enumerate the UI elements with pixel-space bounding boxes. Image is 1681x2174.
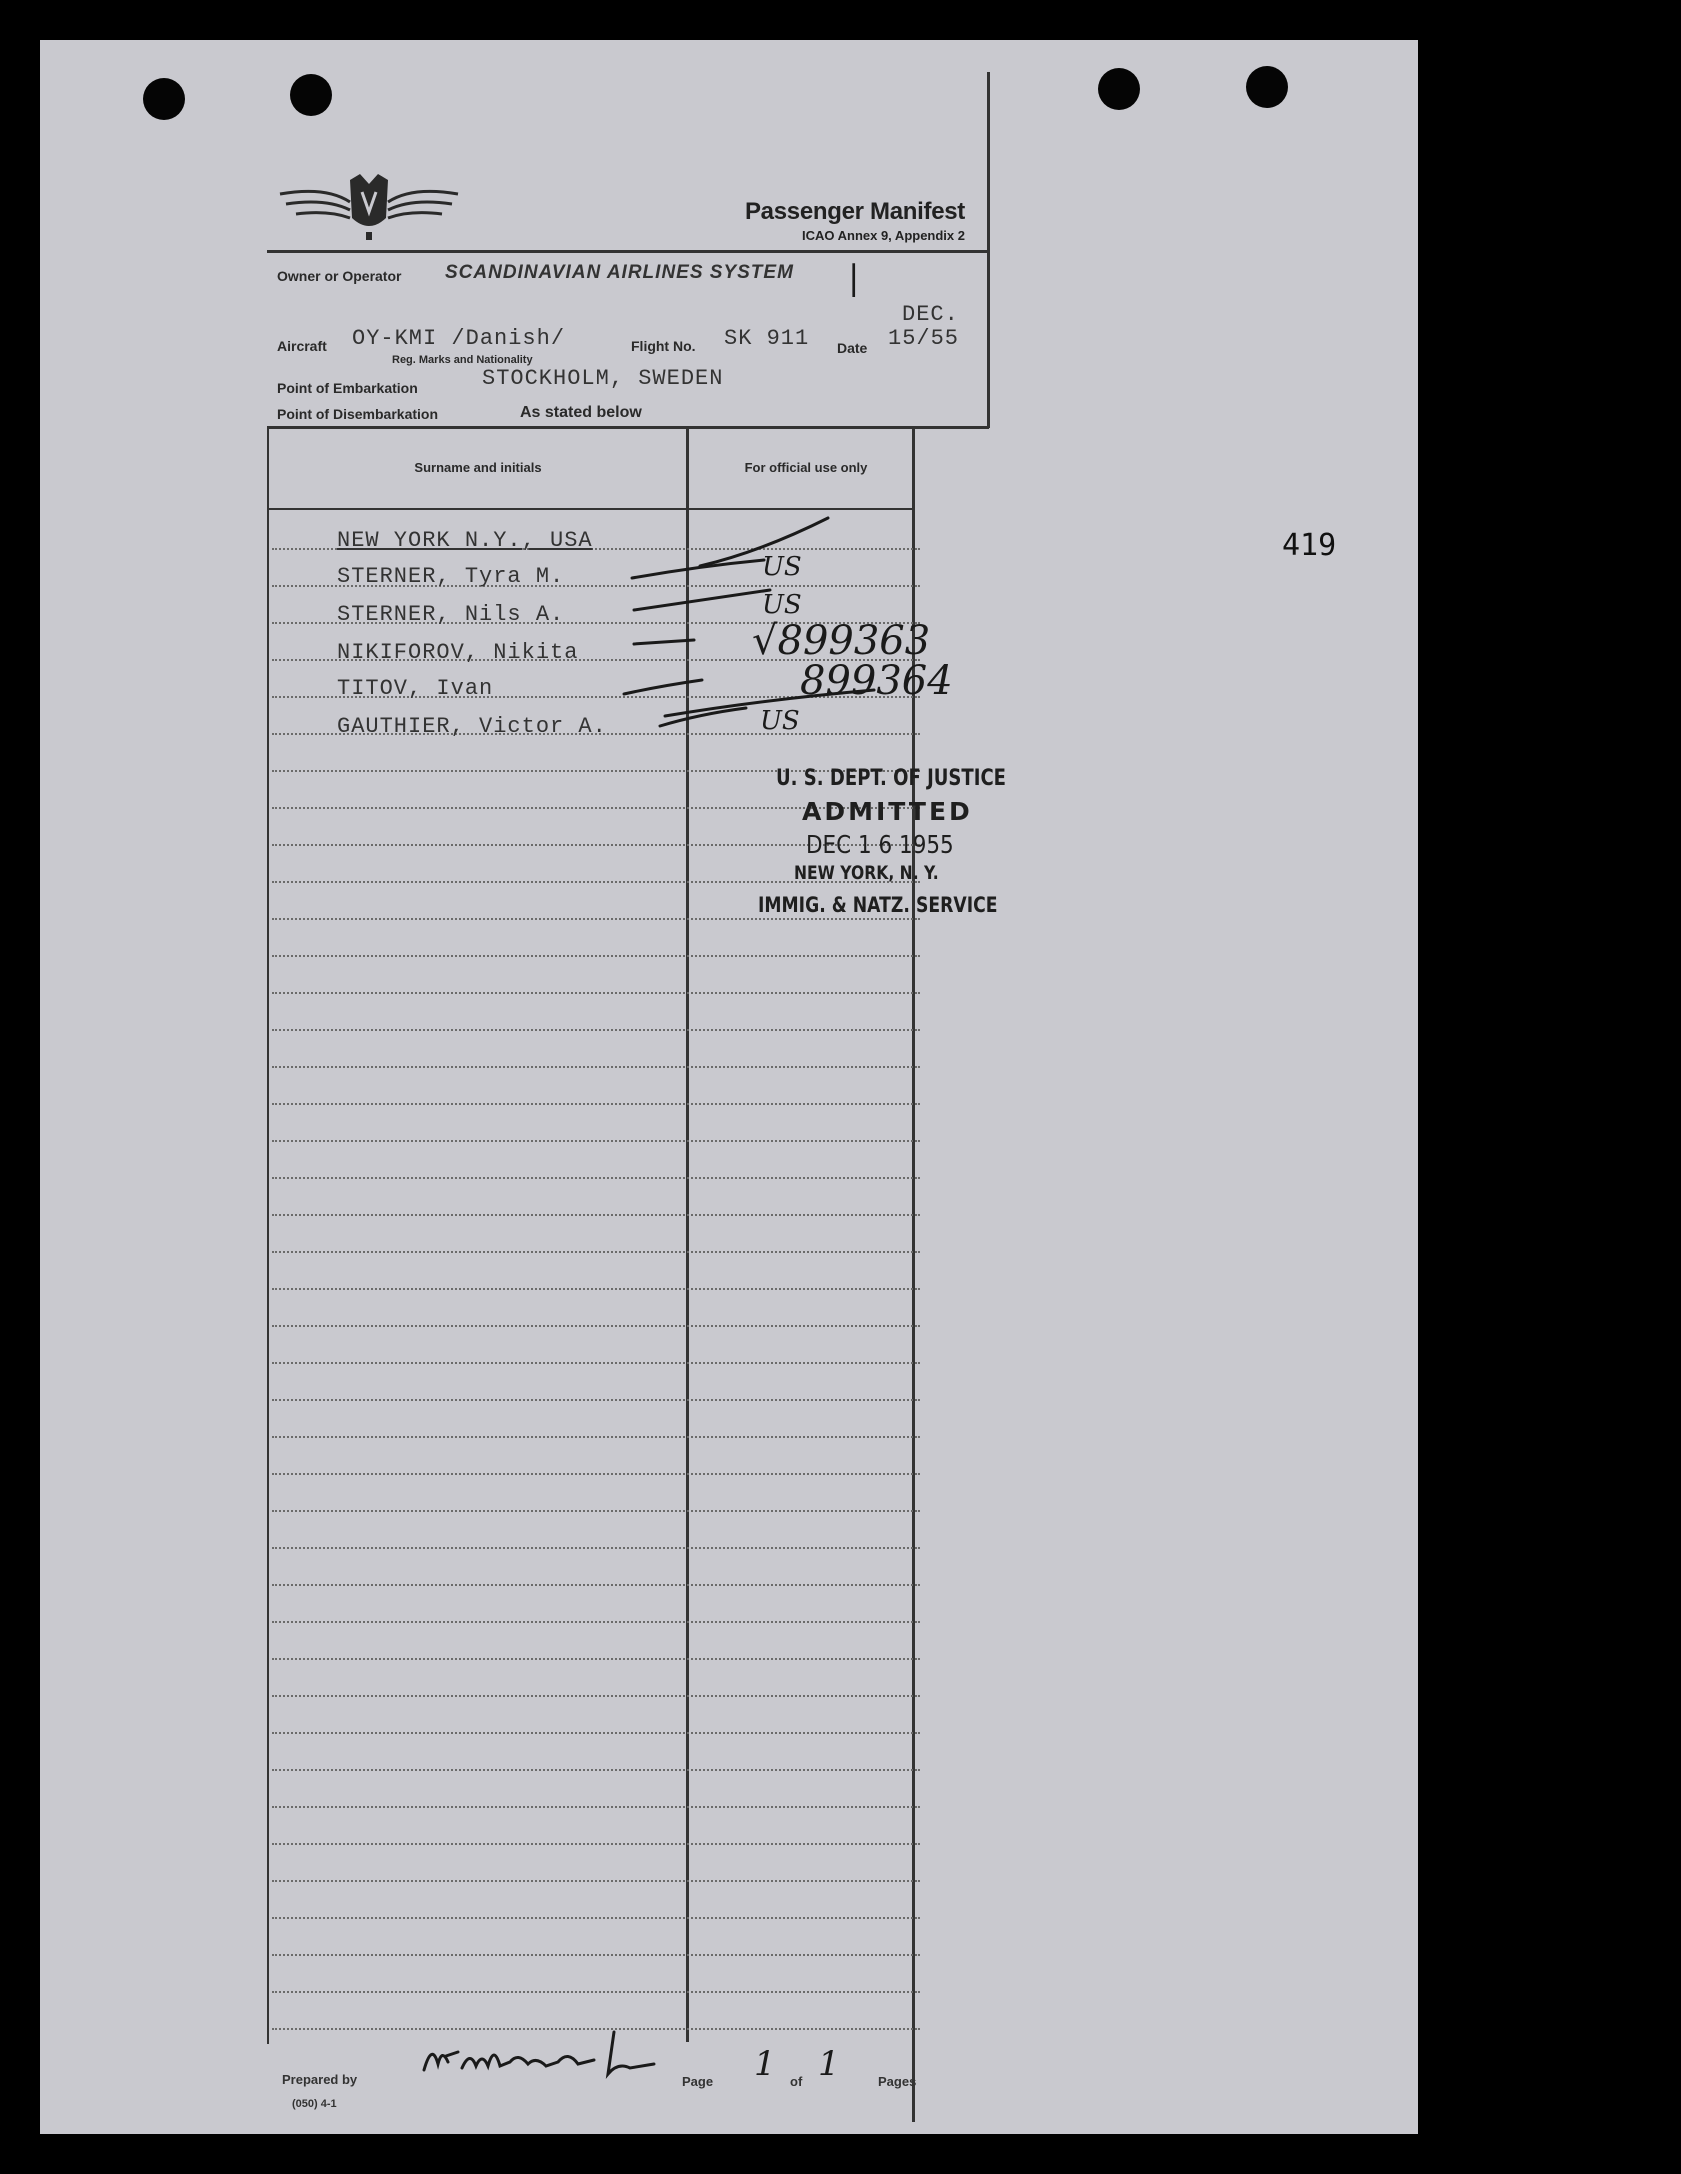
manifest-title: Passenger Manifest: [744, 198, 965, 225]
table-row-line: [272, 1251, 920, 1253]
binder-hole: [1246, 66, 1288, 108]
flight-label: Flight No.: [631, 338, 696, 354]
table-row-line: [272, 1103, 920, 1105]
table-row-name: TITOV, Ivan: [337, 676, 494, 701]
binder-hole: [1098, 68, 1140, 110]
table-row-official: 899364: [800, 658, 953, 704]
table-row-line: [272, 1584, 920, 1586]
table-left-border: [267, 428, 269, 2044]
date-label: Date: [837, 340, 868, 356]
flight-value: SK 911: [724, 326, 810, 351]
of-label: of: [790, 2074, 803, 2089]
manifest-sheet: [40, 40, 1418, 2134]
owner-mark: |: [848, 258, 860, 298]
table-row-line: [272, 1732, 920, 1734]
table-row-name: NEW YORK N.Y., USA: [337, 528, 593, 553]
disembarkation-value: As stated below: [520, 404, 642, 421]
table-row-line: [272, 992, 920, 994]
disembarkation-label: Point of Disembarkation: [277, 406, 439, 422]
owner-value: SCANDINAVIAN AIRLINES SYSTEM: [445, 262, 794, 283]
date-month: DEC.: [902, 302, 959, 327]
table-row-line: [272, 1769, 920, 1771]
stamp-line-place: NEW YORK, N. Y.: [794, 862, 939, 884]
table-row-line: [272, 1954, 920, 1956]
table-row-line: [272, 1214, 920, 1216]
embarkation-label: Point of Embarkation: [277, 380, 418, 396]
table-row-line: [272, 1288, 920, 1290]
table-row-line: [272, 918, 920, 920]
table-row-line: [272, 955, 920, 957]
table-row-line: [272, 1843, 920, 1845]
header-box-top: [267, 250, 989, 253]
header-box-right: [987, 72, 990, 428]
pages-label: Pages: [878, 2074, 917, 2089]
table-row-line: [272, 1177, 920, 1179]
page-label: Page: [682, 2074, 714, 2089]
table-row-line: [272, 1510, 920, 1512]
table-row-line: [272, 1880, 920, 1882]
table-row-line: [272, 1399, 920, 1401]
table-row-line: [272, 1140, 920, 1142]
table-row-line: [272, 1436, 920, 1438]
aircraft-value: OY-KMI /Danish/: [352, 326, 566, 351]
table-column-divider: [686, 428, 689, 2042]
prepared-by-label: Prepared by: [282, 2072, 358, 2087]
preparer-signature: [418, 2022, 660, 2086]
table-row-official: US: [760, 706, 800, 736]
table-row-line: [272, 1658, 920, 1660]
stamp-line-admitted: ADMITTED: [802, 797, 973, 826]
header-box-bottom: [267, 426, 989, 429]
table-row-line: [272, 1806, 920, 1808]
table-row-name: STERNER, Tyra M.: [337, 564, 565, 589]
manifest-subtitle: ICAO Annex 9, Appendix 2: [801, 228, 965, 243]
binder-hole: [143, 78, 185, 120]
table-row-line: [272, 1695, 920, 1697]
table-row-official: US: [762, 590, 802, 620]
owner-label: Owner or Operator: [277, 268, 402, 284]
airline-wings-logo: [276, 172, 462, 244]
table-row-line: [272, 1029, 920, 1031]
embarkation-value: STOCKHOLM, SWEDEN: [482, 366, 724, 391]
column-header-official: For official use only: [744, 460, 868, 475]
table-row-name: GAUTHIER, Victor A.: [337, 714, 607, 739]
reg-note: Reg. Marks and Nationality: [392, 354, 533, 366]
stamp-line-dept: U. S. DEPT. OF JUSTICE: [776, 766, 1007, 791]
table-row-name: STERNER, Nils A.: [337, 602, 565, 627]
page-number: 419: [1282, 528, 1337, 563]
page-value: 1: [754, 2044, 776, 2084]
stamp-line-date: DEC 1 6 1955: [806, 830, 954, 859]
date-value: 15/55: [888, 326, 960, 351]
table-row-line: [272, 1325, 920, 1327]
of-value: 1: [818, 2044, 840, 2084]
table-row-line: [272, 1621, 920, 1623]
table-row-line: [272, 1991, 920, 1993]
table-row-official: US: [762, 552, 802, 582]
aircraft-label: Aircraft: [277, 338, 327, 354]
table-row-line: [272, 1066, 920, 1068]
table-row-line: [272, 1917, 920, 1919]
column-header-surname: Surname and initials: [414, 460, 542, 475]
stamp-line-service: IMMIG. & NATZ. SERVICE: [758, 893, 998, 917]
form-code: (050) 4-1: [292, 2098, 337, 2110]
table-row-line: [272, 1547, 920, 1549]
table-header-bottom: [267, 508, 915, 510]
table-row-official: √899363: [752, 618, 931, 664]
table-row-name: NIKIFOROV, Nikita: [337, 640, 579, 665]
binder-hole: [290, 74, 332, 116]
table-row-line: [272, 1473, 920, 1475]
table-row-line: [272, 1362, 920, 1364]
